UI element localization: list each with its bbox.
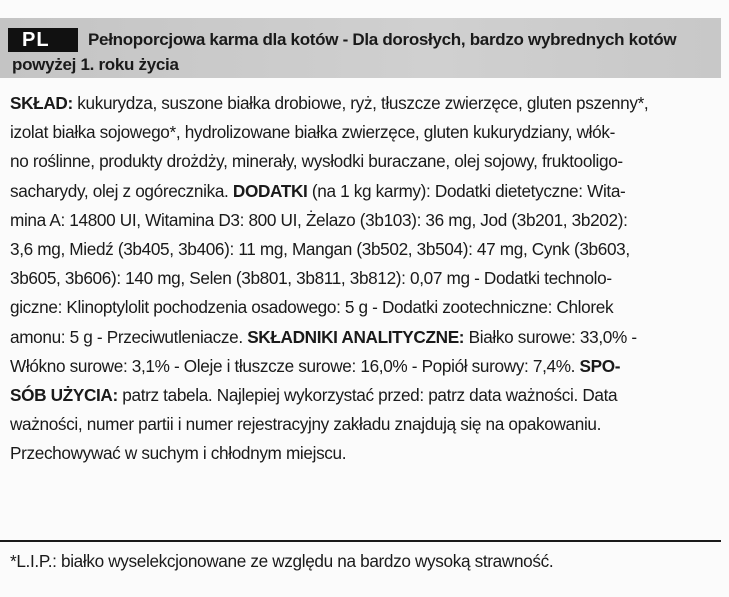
text-line [10,410,722,439]
footnote: *L.I.P.: białko wyselekcjonowane ze względu na bardzo wysoką strawność. [10,551,554,571]
text-line [10,381,722,410]
ingredients-text [10,89,722,468]
text-segment: mina A: 14800 UI, Witamina D3: 800 UI, Żelazo (3b103): 36 mg, Jod (3b201, 3b202): [10,209,628,230]
product-title-line-1: Pełnoporcjowa karma dla kotów - Dla dorosłych, bardzo wybrednych kotów [88,30,677,49]
text-line [10,352,722,381]
text-segment: giczne: Klinoptylolit pochodzenia osadowego: 5 g - Dodatki zootechniczne: Chlorek [10,297,614,318]
text-segment: (na 1 kg karmy): Dodatki dietetyczne: Wita- [307,180,626,201]
text-segment: no roślinne, produkty drożdży, minerały, wysłodki buraczane, olej sojowy, fruktooligo- [10,151,623,172]
footnote-divider [0,540,721,542]
text-segment: patrz tabela. Najlepiej wykorzystać przed: patrz data ważności. Data [117,384,618,405]
text-line [10,89,722,118]
text-segment: kukurydza, suszone białka drobiowe, ryż, tłuszcze zwierzęce, gluten pszenny*, [72,93,649,113]
product-title-line-2: powyżej 1. roku życia [12,55,179,74]
text-line [10,147,722,176]
section-heading: SÓB UŻYCIA: [10,384,118,405]
text-segment: 3,6 mg, Miedź (3b405, 3b406): 11 mg, Mangan (3b502, 3b504): 47 mg, Cynk (3b603, [10,238,630,259]
text-segment: 3b605, 3b606): 140 mg, Selen (3b801, 3b811, 3b812): 0,07 mg - Dodatki technolo- [10,268,612,289]
text-segment: Przechowywać w suchym i chłodnym miejscu. [10,443,347,464]
text-segment: amonu: 5 g - Przeciwutleniacze. [10,326,248,347]
text-segment: Białko surowe: 33,0% - [464,326,637,347]
text-segment: ważności, numer partii i numer rejestracyjny zakładu znajdują się na opakowaniu. [10,414,602,435]
section-heading: SKŁAD: [10,93,73,113]
text-line [10,264,722,293]
section-heading: DODATKI [232,180,308,201]
label-header [0,18,721,78]
text-line [10,177,722,206]
text-line [10,206,722,235]
text-segment: izolat białka sojowego*, hydrolizowane białka zwierzęce, gluten kukurydziany, włók- [10,122,615,143]
text-line [10,235,722,264]
text-segment: sacharydy, olej z ogórecznika. [10,180,233,201]
text-line [10,118,722,147]
section-heading: SKŁADNIKI ANALITYCZNE: [247,326,465,347]
text-line [10,293,722,322]
section-heading: SPO- [579,355,621,376]
text-line [10,439,722,468]
language-badge: PL [8,28,78,52]
text-line [10,323,722,352]
text-segment: Włókno surowe: 3,1% - Oleje i tłuszcze surowe: 16,0% - Popiół surowy: 7,4%. [10,355,580,376]
